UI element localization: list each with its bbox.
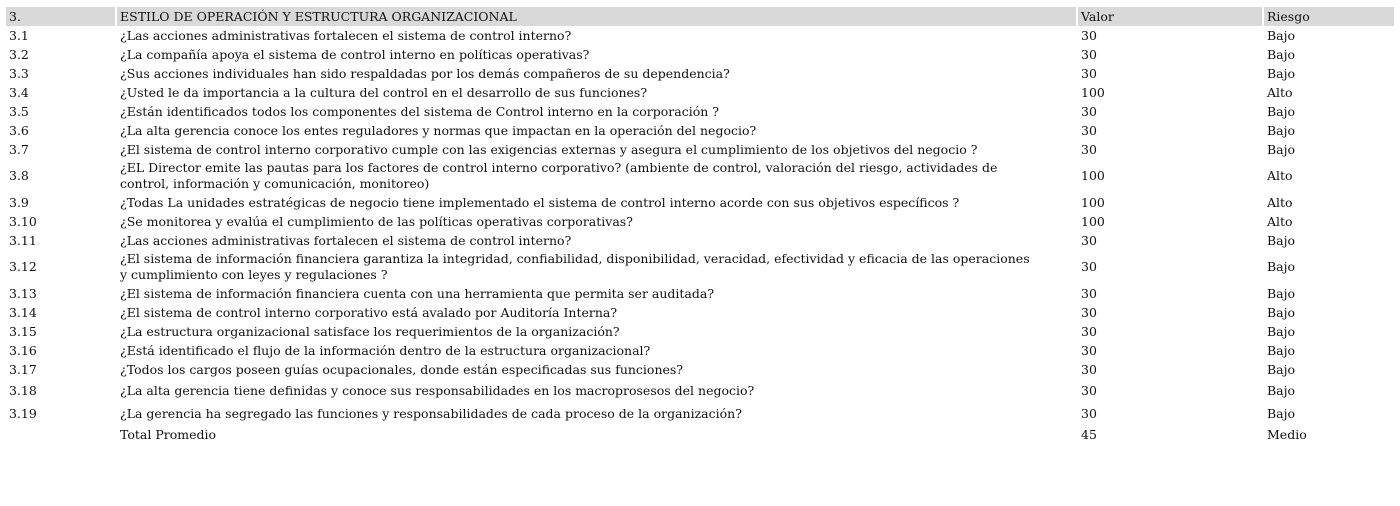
row-risk: Bajo [1267,27,1296,43]
row-risk: Alto [1267,194,1293,210]
row-question: ¿El sistema de control interno corporativo está avalado por Auditoría Interna? [120,304,618,320]
row-value: 30 [1081,285,1097,301]
row-risk: Bajo [1267,103,1296,119]
total-label: Total Promedio [120,426,217,442]
table-row [6,140,1394,159]
row-question: ¿La compañía apoya el sistema de control interno en políticas operativas? [120,46,590,62]
row-risk: Bajo [1267,382,1296,398]
row-risk: Bajo [1267,323,1296,339]
table-row [6,102,1394,121]
row-risk: Bajo [1267,232,1296,248]
row-value: 100 [1081,194,1105,210]
section-number: 3. [6,7,117,26]
row-risk: Bajo [1267,65,1296,81]
row-number: 3.5 [9,103,29,119]
row-value: 30 [1081,65,1097,81]
row-risk: Bajo [1267,342,1296,358]
total-row [6,425,1394,444]
row-value: 30 [1081,259,1097,275]
row-value: 30 [1081,141,1097,157]
row-question: ¿La alta gerencia conoce los entes reguladores y normas que impactan en la operación del negocio? [120,122,757,138]
evaluation-sheet [6,7,1394,444]
row-question: ¿Se monitorea y evalúa el cumplimiento de las políticas operativas corporativas? [120,213,633,229]
row-question: ¿Todas La unidades estratégicas de negocio tiene implementado el sistema de control interno acorde con sus objetivos específicos ? [120,194,960,210]
row-risk: Bajo [1267,285,1296,301]
row-number: 3.3 [9,65,29,81]
row-value: 30 [1081,232,1097,248]
row-question: ¿La alta gerencia tiene definidas y conoce sus responsabilidades en los macroprosesos del negocio? [120,382,755,398]
row-risk: Alto [1267,84,1293,100]
table-row [6,341,1394,360]
section-title: ESTILO DE OPERACIÓN Y ESTRUCTURA ORGANIZACIONAL [117,7,1078,26]
row-value: 30 [1081,122,1097,138]
row-risk: Bajo [1267,259,1296,275]
control-evaluation-table [6,7,1394,444]
row-value: 100 [1081,84,1105,100]
risk-column-header: Riesgo [1264,7,1394,26]
row-value: 30 [1081,103,1097,119]
row-number: 3.8 [9,168,29,184]
row-number: 3.13 [9,285,37,301]
total-value: 45 [1081,426,1097,442]
row-value: 30 [1081,46,1097,62]
table-row [6,231,1394,250]
row-risk: Bajo [1267,304,1296,320]
table-row [6,45,1394,64]
row-risk: Bajo [1267,46,1296,62]
row-question: ¿El sistema de información financiera cuenta con una herramienta que permita ser auditada? [120,285,715,301]
row-number: 3.1 [9,27,29,43]
table-row [6,322,1394,341]
row-risk: Bajo [1267,405,1296,421]
row-risk: Bajo [1267,122,1296,138]
row-value: 30 [1081,405,1097,421]
table-row [6,212,1394,231]
row-question: ¿La estructura organizacional satisface los requerimientos de la organización? [120,323,620,339]
table-row [6,250,1394,284]
row-value: 30 [1081,361,1097,377]
table-row [6,379,1394,402]
row-number: 3.17 [9,361,37,377]
row-number: 3.4 [9,84,29,100]
table-body [6,26,1394,444]
table-row [6,303,1394,322]
row-risk: Alto [1267,168,1293,184]
row-question: ¿Están identificados todos los componentes del sistema de Control interno en la corporación ? [120,103,719,119]
row-value: 30 [1081,304,1097,320]
table-row [6,121,1394,140]
row-risk: Alto [1267,213,1293,229]
table-row [6,83,1394,102]
row-number: 3.11 [9,232,37,248]
table-row [6,402,1394,425]
row-number: 3.16 [9,342,37,358]
row-question: ¿Sus acciones individuales han sido respaldadas por los demás compañeros de su dependencia? [120,65,730,81]
row-question: ¿El sistema de control interno corporativo cumple con las exigencias externas y asegura el cumplimiento de los objetivos del negocio ? [120,141,978,157]
row-number: 3.12 [9,259,37,275]
row-value: 30 [1081,342,1097,358]
row-question: ¿Está identificado el flujo de la información dentro de la estructura organizacional? [120,342,651,358]
row-number: 3.18 [9,382,37,398]
table-row [6,26,1394,45]
row-number: 3.7 [9,141,29,157]
row-risk: Bajo [1267,361,1296,377]
row-question: ¿Las acciones administrativas fortalecen el sistema de control interno? [120,232,572,248]
value-column-header: Valor [1078,7,1264,26]
table-row [6,193,1394,212]
row-value: 100 [1081,213,1105,229]
row-question: ¿Todos los cargos poseen guías ocupacionales, donde están especificadas sus funciones? [120,361,684,377]
header-row [6,7,1394,26]
row-number: 3.10 [9,213,37,229]
row-number: 3.6 [9,122,29,138]
row-risk: Bajo [1267,141,1296,157]
row-number: 3.15 [9,323,37,339]
total-number-cell [6,425,117,444]
row-question: ¿EL Director emite las pautas para los factores de control interno corporativo? (ambiente de control, valoración del riesgo, actividades de control, información y comunicación, monitoreo) [120,160,998,191]
table-row [6,64,1394,83]
row-question: ¿El sistema de información financiera garantiza la integridad, confiabilidad, disponibilidad, veracidad, efectividad y eficacia de las operaciones y cumplimiento con leyes y regulaciones ? [120,251,1030,282]
table-row [6,284,1394,303]
row-value: 30 [1081,27,1097,43]
row-number: 3.19 [9,405,37,421]
table-row [6,159,1394,193]
row-value: 100 [1081,168,1105,184]
row-value: 30 [1081,323,1097,339]
table-row [6,360,1394,379]
total-risk: Medio [1267,426,1307,442]
table-header [6,7,1394,26]
row-question: ¿Usted le da importancia a la cultura del control en el desarrollo de sus funciones? [120,84,648,100]
row-number: 3.2 [9,46,29,62]
row-question: ¿La gerencia ha segregado las funciones y responsabilidades de cada proceso de la organización? [120,405,742,421]
row-value: 30 [1081,382,1097,398]
row-number: 3.9 [9,194,29,210]
row-number: 3.14 [9,304,37,320]
row-question: ¿Las acciones administrativas fortalecen el sistema de control interno? [120,27,572,43]
